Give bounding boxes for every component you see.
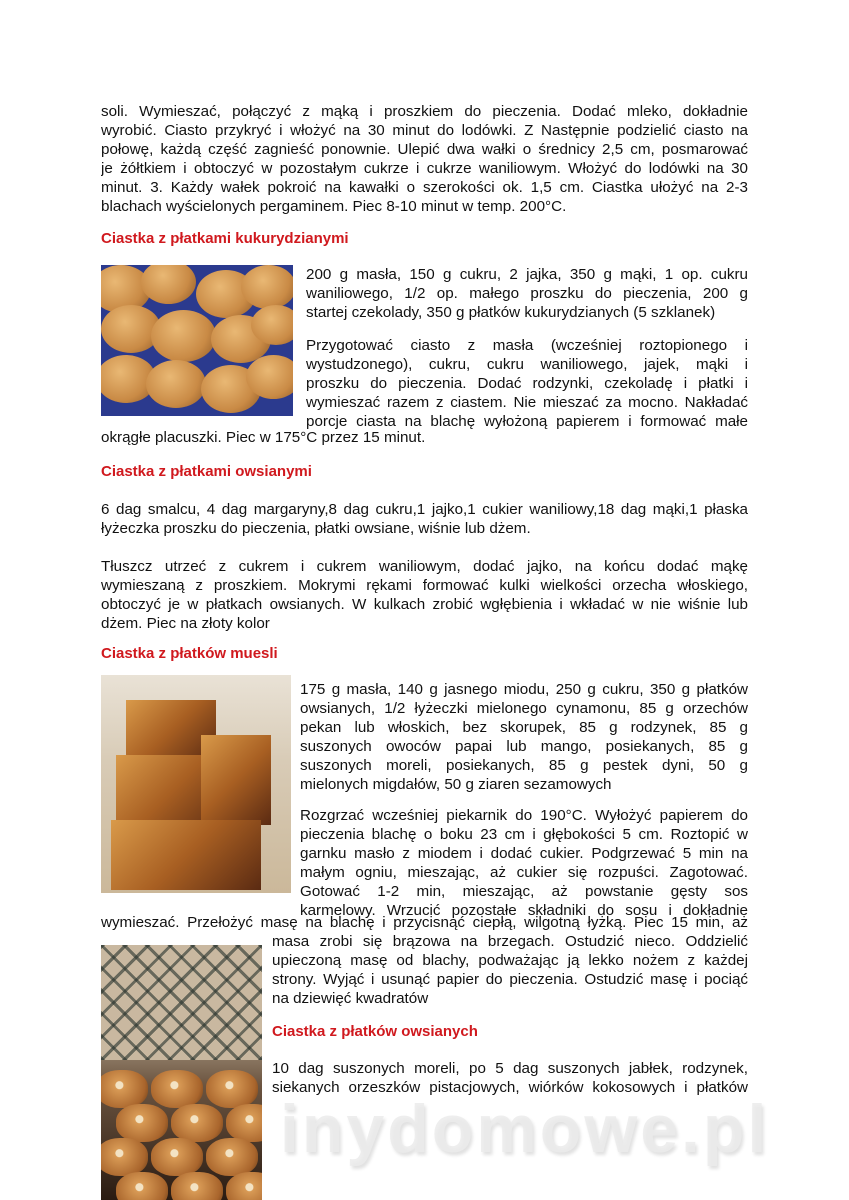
ingredients-line: siekanych orzeszków pistacjowych, wiórków kokosowych i płatków xyxy=(272,1078,748,1096)
ingredients-line: 10 dag suszonych moreli, po 5 dag suszonych jabłek, rodzynek, xyxy=(272,1059,748,1077)
recipe-title: Ciastka z płatkami kukurydzianymi xyxy=(101,229,349,247)
recipe-title: Ciastka z płatków muesli xyxy=(101,644,278,662)
muesli-bar xyxy=(201,735,271,825)
recipe-title: Ciastka z płatków owsianych xyxy=(272,1022,478,1040)
recipe-title: Ciastka z płatkami owsianymi xyxy=(101,462,312,480)
ingredients-line: startej czekolady, 350 g płatków kukurydzianych (5 szklanek) xyxy=(306,303,716,321)
cookie xyxy=(101,1138,148,1176)
plaid-gift-box xyxy=(101,945,262,1060)
cookie xyxy=(171,1172,223,1200)
muesli-bars-photo xyxy=(101,675,291,893)
method-line: na dziewięć kwadratów xyxy=(272,989,429,1007)
cookie xyxy=(116,1104,168,1142)
ingredients-line: 6 dag smalcu, 4 dag margaryny,8 dag cukru,1 jajko,1 cukier waniliowy,18 dag mąki,1 płaska xyxy=(101,500,748,518)
ingredients-line: 200 g masła, 150 g cukru, 2 jajka, 350 g mąki, 1 op. cukru xyxy=(306,265,748,283)
ingredients-line: mielonych migdałów, 50 g ziaren sezamowych xyxy=(300,775,612,793)
intro-line: soli. Wymieszać, połączyć z mąką i proszkiem do pieczenia. Dodać mleko, dokładnie xyxy=(101,102,748,120)
cookie xyxy=(146,360,206,408)
method-line: obtoczyć je w płatkach owsianych. W kulkach zrobić wgłębienia i wkładać w nie wiśnie lub xyxy=(101,595,748,613)
cookie xyxy=(141,265,196,304)
intro-line: wyrobić. Ciasto przykryć i włożyć na 30 minut do lodówki. Z Następnie podzielić ciasto na xyxy=(101,121,748,139)
intro-line: blachach wyścielonych pergaminem. Piec 8-10 minut w temp. 200°C. xyxy=(101,197,567,215)
cookie xyxy=(226,1172,262,1200)
oat-cookies-gift-photo xyxy=(101,945,262,1200)
muesli-bar xyxy=(111,820,261,890)
intro-line: połowę, każdą część zagnieść ponownie. Ulepić dwa wałki o średnicy 2,5 cm, posmarować xyxy=(101,140,748,158)
method-line: strony. Wyjąć i usunąć papier do pieczenia. Ostudzić masę i pociąć xyxy=(272,970,748,988)
cookie xyxy=(171,1104,223,1142)
ingredients-line: 175 g masła, 140 g jasnego miodu, 250 g cukru, 350 g płatków xyxy=(300,680,748,698)
cookie xyxy=(116,1172,168,1200)
method-line: wystudzonego), cukru, cukru waniliowego, jajek, mąki i xyxy=(306,355,748,373)
watermark: inydomowe.pl xyxy=(280,1091,770,1167)
cookie xyxy=(206,1070,258,1108)
cookie xyxy=(251,305,293,345)
method-line: dżem. Piec na złoty kolor xyxy=(101,614,270,632)
method-line: karmelowy. Wrzucić pozostałe składniki do sosu i dokładnie xyxy=(300,901,748,919)
ingredients-line: suszonych moreli, posiekanych, 85 g pestek dyni, 50 g xyxy=(300,756,748,774)
method-line: porcje ciasta na blachę wyłożoną papierem i formować małe xyxy=(306,412,748,430)
intro-line: je żółtkiem i obtoczyć w pozostałym cukrze i cukrze waniliowym. Włożyć do lodówki na 30 xyxy=(101,159,748,177)
method-line: proszku do pieczenia. Dodać rodzynki, czekoladę i płatki i xyxy=(306,374,748,392)
method-line: małym ogniu, mieszając, aż cukier się rozpuści. Zagotować. xyxy=(300,863,748,881)
method-line: upieczoną masę od blachy, podważając ją lekko nożem z każdej xyxy=(272,951,748,969)
ingredients-line: waniliowego, 1/2 op. małego proszku do pieczenia, 200 g xyxy=(306,284,748,302)
cookie xyxy=(246,355,293,399)
intro-line: minut. 3. Każdy wałek pokroić na kawałki o szerokości ok. 1,5 cm. Ciastka ułożyć na 2-3 xyxy=(101,178,748,196)
ingredients-line: owsianych, 1/2 łyżeczki mielonego cynamonu, 85 g orzechów xyxy=(300,699,748,717)
method-line: Przygotować ciasto z masła (wcześniej roztopionego i xyxy=(306,336,748,354)
method-line: okrągłe placuszki. Piec w 175°C przez 15 minut. xyxy=(101,428,426,446)
method-line: wymieszać razem z ciastem. Nie mieszać za mocno. Nakładać xyxy=(306,393,748,411)
cookie xyxy=(226,1104,262,1142)
method-line: garnku masło z miodem i dodać cukier. Podgrzewać 5 min na xyxy=(300,844,748,862)
method-line: pieczenia blachę o boku 23 cm i głębokości 5 cm. Roztopić w xyxy=(300,825,748,843)
method-line: Tłuszcz utrzeć z cukrem i cukrem waniliowym, dodać jajko, na końcu dodać mąkę xyxy=(101,557,748,575)
corn-flake-cookies-photo xyxy=(101,265,293,416)
ingredients-line: łyżeczka proszku do pieczenia, płatki owsiane, wiśnie lub dżem. xyxy=(101,519,531,537)
method-line: Gotować 1-2 min, mieszając, aż powstanie gęsty sos xyxy=(300,882,748,900)
cookie xyxy=(101,1070,148,1108)
cookie xyxy=(206,1138,258,1176)
cookie xyxy=(151,1070,203,1108)
ingredients-line: suszonych owoców papai lub mango, posiekanych, 85 g xyxy=(300,737,748,755)
ingredients-line: pekan lub włoskich, bez skorupek, 85 g rodzynek, 85 g xyxy=(300,718,748,736)
cookie xyxy=(151,310,216,362)
method-line: Rozgrzać wcześniej piekarnik do 190°C. Wyłożyć papierem do xyxy=(300,806,748,824)
cookie xyxy=(241,265,293,309)
cookie xyxy=(151,1138,203,1176)
method-line: masa zrobi się brązowa na brzegach. Ostudzić nieco. Oddzielić xyxy=(272,932,748,950)
method-line: wymieszać. Przełożyć masę na blachę i przycisnąć ciepłą, wilgotną łyżką. Piec 15 min, aż xyxy=(101,913,748,931)
method-line: wymieszaną z proszkiem. Mokrymi rękami formować kulki wielkości orzecha włoskiego, xyxy=(101,576,748,594)
